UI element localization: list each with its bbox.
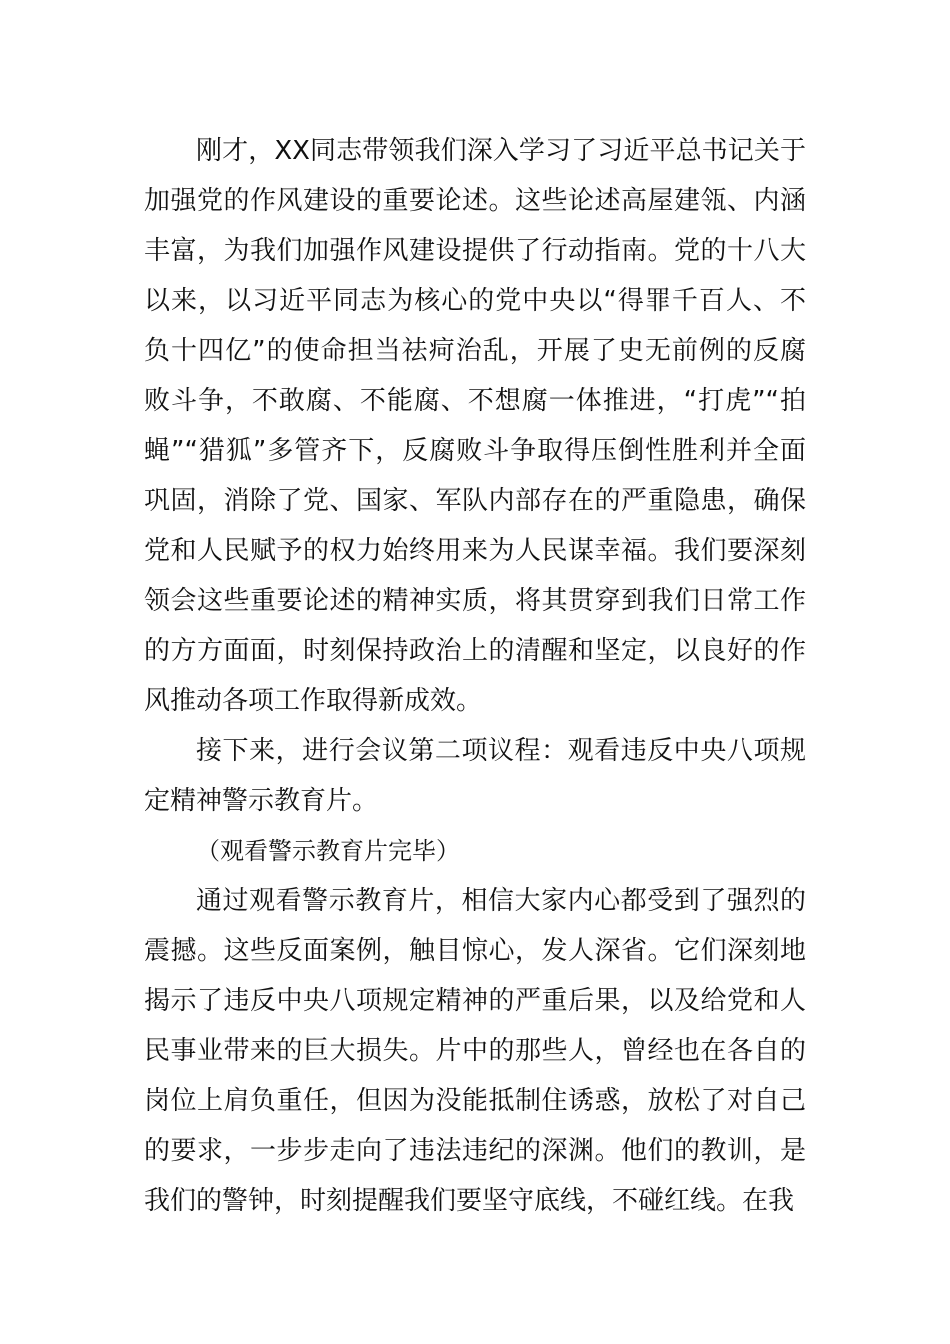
paragraph-agenda-item: 接下来，进行会议第二项议程：观看违反中央八项规定精神警示教育片。: [144, 736, 806, 816]
paragraph-study-review: 刚才，XX同志带领我们深入学习了习近平总书记关于加强党的作风建设的重要论述。这些论述高屋建瓴、内涵丰富，为我们加强作风建设提供了行动指南。党的十八大以来，以习近平同志为核心的党中央以“得罪千百人、不负十四亿”的使命担当祛疴治乱，开展了史无前例的反腐败斗争，不敢腐、不能腐、不想腐一体推进，“打虎”“拍蝇”“猎狐”多管齐下，反腐败斗争取得压倒性胜利并全面巩固，消除了党、国家、军队内部存在的严重隐患，确保党和人民赋予的权力始终用来为人民谋幸福。我们要深刻领会这些重要论述的精神实质，将其贯穿到我们日常工作的方方面面，时刻保持政治上的清醒和坚定，以良好的作风推动各项工作取得新成效。: [144, 136, 806, 716]
document-body: [144, 126, 806, 1226]
paragraph-video-reflection: 通过观看警示教育片，相信大家内心都受到了强烈的震撼。这些反面案例，触目惊心，发人深省。它们深刻地揭示了违反中央八项规定精神的严重后果，以及给党和人民事业带来的巨大损失。片中的那些人，曾经也在各自的岗位上肩负重任，但因为没能抵制住诱惑，放松了对自己的要求，一步步走向了违法违纪的深渊。他们的教训，是我们的警钟，时刻提醒我们要坚守底线，不碰红线。在我: [144, 886, 806, 1216]
stage-note: （观看警示教育片完毕）: [196, 837, 460, 865]
